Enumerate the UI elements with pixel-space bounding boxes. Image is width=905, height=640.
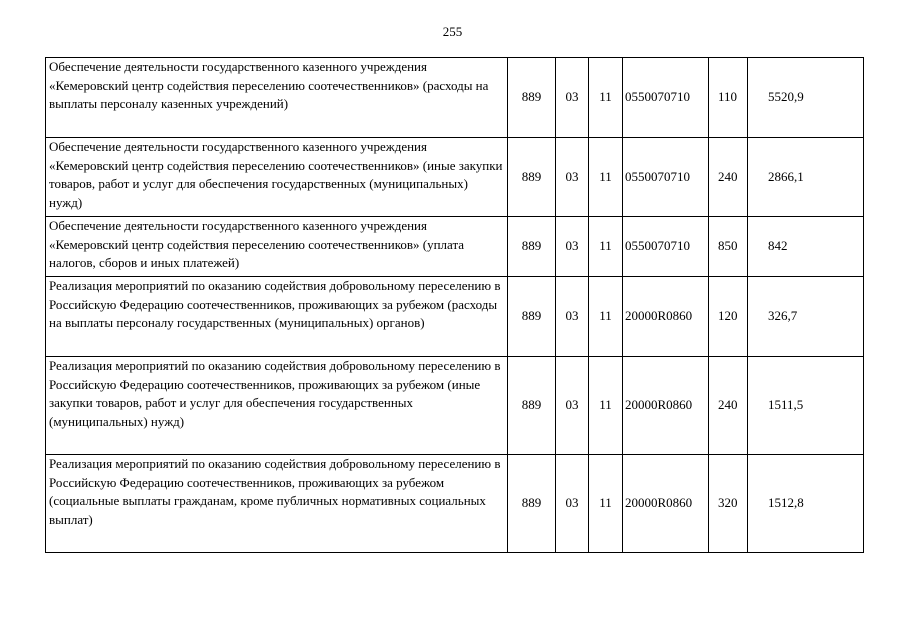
row-description: Обеспечение деятельности государственного казенного учреждения «Кемеровский центр содействия переселению соотечественников» (иные закупки товаров, работ и услуг для обеспечения государственных (муниципальных) нужд) (46, 138, 508, 217)
target-article-code: 20000R0860 (623, 277, 709, 357)
subsection-code: 11 (589, 455, 623, 553)
section-code: 03 (556, 138, 589, 217)
subsection-code: 11 (589, 58, 623, 138)
row-description: Реализация мероприятий по оказанию содействия добровольному переселению в Российскую Федерацию соотечественников, проживающих за рубежом (иные закупки товаров, работ и услуг для обеспечения государственных (муниципальных) нужд) (46, 357, 508, 455)
row-description: Обеспечение деятельности государственного казенного учреждения «Кемеровский центр содействия переселению соотечественников» (расходы на выплаты персоналу казенных учреждений) (46, 58, 508, 138)
target-article-code: 0550070710 (623, 217, 709, 277)
ministry-code: 889 (508, 277, 556, 357)
ministry-code: 889 (508, 138, 556, 217)
amount-value: 5520,9 (748, 58, 864, 138)
section-code: 03 (556, 277, 589, 357)
ministry-code: 889 (508, 217, 556, 277)
amount-value: 1512,8 (748, 455, 864, 553)
amount-value: 2866,1 (748, 138, 864, 217)
subsection-code: 11 (589, 277, 623, 357)
amount-value: 1511,5 (748, 357, 864, 455)
subsection-code: 11 (589, 217, 623, 277)
expense-type-code: 320 (709, 455, 748, 553)
table-row (46, 455, 864, 553)
subsection-code: 11 (589, 138, 623, 217)
table-row (46, 217, 864, 277)
row-description: Реализация мероприятий по оказанию содействия добровольному переселению в Российскую Федерацию соотечественников, проживающих за рубежом (расходы на выплаты персоналу государственных (муниципальных) органов) (46, 277, 508, 357)
table-row (46, 58, 864, 138)
ministry-code: 889 (508, 357, 556, 455)
row-description: Реализация мероприятий по оказанию содействия добровольному переселению в Российскую Федерацию соотечественников, проживающих за рубежом (социальные выплаты гражданам, кроме публичных нормативных социальных выплат) (46, 455, 508, 553)
subsection-code: 11 (589, 357, 623, 455)
target-article-code: 0550070710 (623, 58, 709, 138)
amount-value: 326,7 (748, 277, 864, 357)
ministry-code: 889 (508, 455, 556, 553)
section-code: 03 (556, 217, 589, 277)
section-code: 03 (556, 455, 589, 553)
page-number: 255 (442, 24, 463, 39)
ministry-code: 889 (508, 58, 556, 138)
section-code: 03 (556, 357, 589, 455)
target-article-code: 20000R0860 (623, 455, 709, 553)
expense-type-code: 850 (709, 217, 748, 277)
table-row (46, 357, 864, 455)
expense-type-code: 120 (709, 277, 748, 357)
section-code: 03 (556, 58, 589, 138)
table-row (46, 277, 864, 357)
expense-type-code: 240 (709, 357, 748, 455)
expense-type-code: 240 (709, 138, 748, 217)
target-article-code: 0550070710 (623, 138, 709, 217)
budget-table (45, 57, 864, 553)
target-article-code: 20000R0860 (623, 357, 709, 455)
row-description: Обеспечение деятельности государственного казенного учреждения «Кемеровский центр содействия переселению соотечественников» (уплата налогов, сборов и иных платежей) (46, 217, 508, 277)
amount-value: 842 (748, 217, 864, 277)
table-row (46, 138, 864, 217)
expense-type-code: 110 (709, 58, 748, 138)
